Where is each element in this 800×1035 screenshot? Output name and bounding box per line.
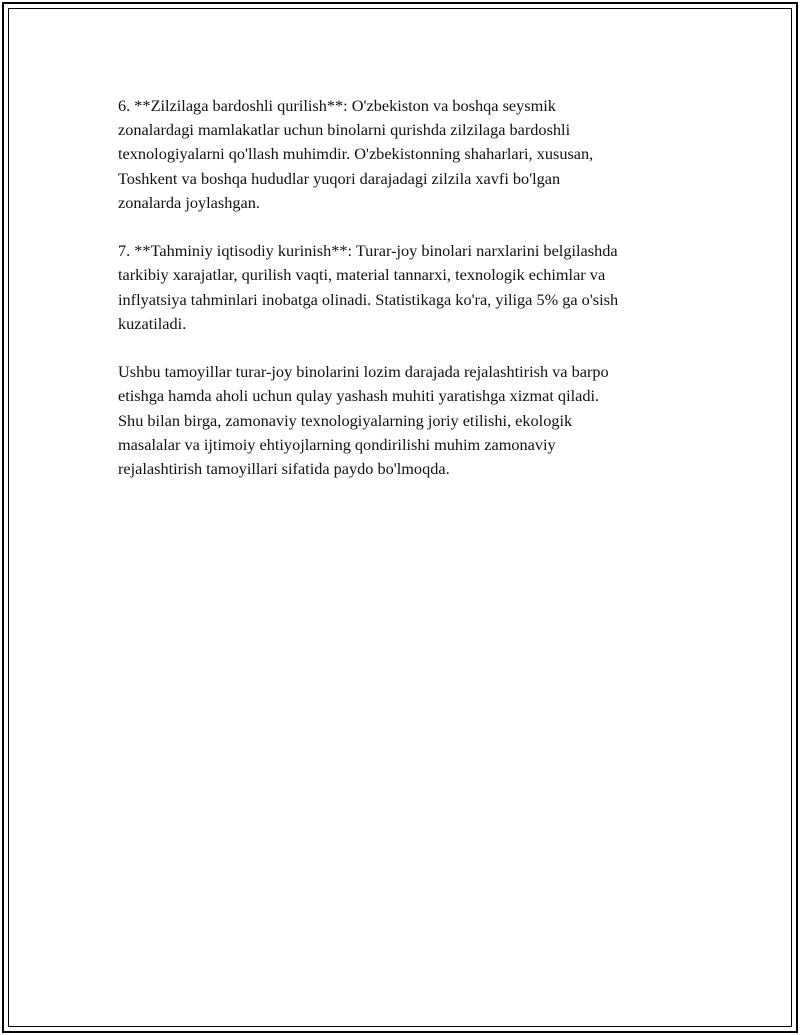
paragraph-conclusion: Ushbu tamoyillar turar-joy binolarini lozim darajada rejalashtirish va barpo etishga hamda aholi uchun qulay yashash muhiti yaratishga xizmat qiladi. Shu bilan birga, zamonaviy texnologiyalarning joriy etilishi, ekologik masalalar va ijtimoiy ehtiyojlarning qondirilishi muhim zamonaviy rejalashtirish tamoyillari sifatida paydo bo'lmoqda. bbox=[118, 362, 609, 479]
paragraph-earthquake-resistant-construction: 6. **Zilzilaga bardoshli qurilish**: O'zbekiston va boshqa seysmik zonalardagi mamlakatlar uchun binolarni qurishda zilzilaga bardoshli texnologiyalarni qo'llash muhimdir. O'zbekistonning shaharlari, xususan, Toshkent va boshqa hududlar yuqori darajadagi zilzila xavfi bo'lgan zonalarda joylashgan. bbox=[118, 96, 594, 212]
document-body bbox=[118, 94, 698, 505]
paragraph-economic-outlook: 7. **Tahminiy iqtisodiy kurinish**: Turar-joy binolari narxlarini belgilashda tarkibiy xarajatlar, qurilish vaqti, material tannarxi, texnologik echimlar va inflyatsiya tahminlari inobatga olinadi. Statistikaga ko'ra, yiliga 5% ga o'sish kuzatiladi. bbox=[118, 241, 619, 333]
